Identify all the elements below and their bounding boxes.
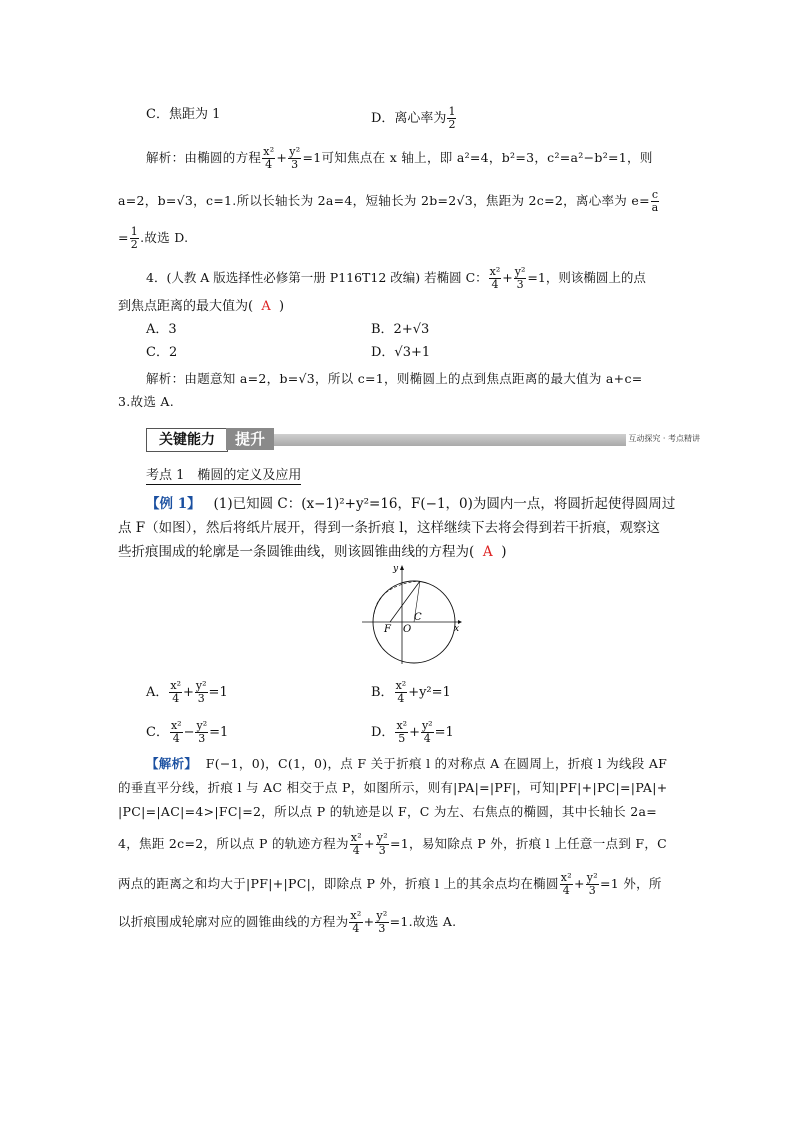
fraction: $\frac{\text{y²}}{3}$ [376, 909, 388, 935]
q4-solution-line-2: 3.故选 A. [118, 394, 175, 409]
banner-tag: 提升 [226, 428, 274, 450]
q4-option-c: C．2 [146, 345, 178, 360]
q4-option-a: A．3 [146, 322, 177, 337]
option-b: B． $\frac{\text{x²}}{4}$ +y²=1 [371, 679, 451, 705]
option-d-text: D．离心率为 [371, 111, 447, 126]
q4-stem-line-1: 4．(人教 A 版选择性必修第一册 P116T12 改编) 若椭圆 C： $\frac{\text{x²}}{4}$ + $\frac{\text{y²}}{3}$ =1，则该椭圆上的点 [146, 265, 646, 291]
label-o: O [403, 624, 412, 635]
fraction: $\frac{\text{y²}}{3}$ [586, 871, 599, 897]
fraction: $\frac{\text{y²}}{3}$ [196, 719, 208, 745]
fraction: $\frac{\text{x²}}{4}$ [170, 719, 182, 745]
answer-mark: A [482, 544, 493, 560]
circle-fold-figure [360, 562, 464, 666]
label-y: y [393, 564, 399, 574]
fraction: $\frac{c}{a}$ [651, 188, 659, 214]
example-line-2: 点 F（如图），然后将纸片展开，得到一条折痕 l，这样继续下去将会得到若干折痕，观察这 [118, 520, 661, 536]
fraction: $\frac{\text{y²}}{3}$ [195, 679, 207, 705]
y-axis-arrow [400, 565, 404, 570]
option-c: C．焦距为 1 [146, 107, 221, 122]
folded-arc [374, 581, 418, 614]
analysis-line-5: 两点的距离之和均大于|PF|+|PC|，即除点 P 外，折痕 l 上的其余点均在椭圆 $\frac{\text{x²}}{4}$ + $\frac{\text{y²}}{3}$ =1 外，所 [118, 871, 662, 897]
label-f: F [384, 624, 391, 635]
fraction: $\frac{\text{x²}}{4}$ [560, 871, 572, 897]
analysis-line-3: |PC|=|AC|=4>|FC|=2，所以点 P 的轨迹是以 F，C 为左、右焦点的椭圆，其中长轴长 2a= [118, 804, 657, 819]
fraction: $\frac{\text{x²}}{4}$ [489, 265, 501, 291]
fraction: $\frac{\text{y²}}{3}$ [289, 145, 301, 171]
fraction: $\frac{\text{x²}}{5}$ [396, 719, 408, 745]
banner-right-text: 互动探究 · 考点精讲 [626, 432, 702, 446]
q3-solution-line-3: = $\frac{1}{2}$ .故选 D. [118, 225, 189, 251]
label-c: C [414, 612, 422, 623]
fraction: $\frac{\text{x²}}{4}$ [263, 145, 275, 171]
section-banner [146, 428, 702, 450]
fraction: $\frac{\text{x²}}{4}$ [170, 679, 182, 705]
option-c2: C． $\frac{\text{x²}}{4}$ − $\frac{\text{y²}}{3}$ =1 [146, 719, 229, 745]
fraction: $\frac{\text{y²}}{4}$ [421, 719, 433, 745]
analysis-line-2: 的垂直平分线，折痕 l 与 AC 相交于点 P，如图所示，则有|PA|=|PF|，可知|PF|+|PC|=|PA|+ [118, 780, 668, 795]
fraction: $\frac{\text{y²}}{3}$ [514, 265, 526, 291]
banner-title: 关键能力 [146, 428, 228, 452]
analysis-line-4: 4，焦距 2c=2，所以点 P 的轨迹方程为 $\frac{\text{x²}}{4}$ + $\frac{\text{y²}}{3}$ =1，易知除点 P 外，折痕 l 上任意一点到 F，C [118, 831, 668, 857]
q3-solution-line-1: 解析：由椭圆的方程 $\frac{\text{x²}}{4}$ + $\frac{\text{y²}}{3}$ =1可知焦点在 x 轴上，即 a²=4，b²=3，c²=a²−b²=1，则 [146, 145, 653, 171]
q4-option-b: B．2+√3 [371, 322, 430, 337]
analysis-line-1: 【解析】 F(−1，0)，C(1，0)，点 F 关于折痕 l 的对称点 A 在圆周上，折痕 l 为线段 AF [146, 756, 668, 771]
option-d [371, 106, 457, 131]
example-line-3: 些折痕围成的轮廓是一条圆锥曲线，则该圆锥曲线的方程为( A ) [118, 544, 507, 560]
example-line-1: 【例 1】 (1)已知圆 C：(x−1)²+y²=16，F(−1，0)为圆内一点，将圆折起使得圆周过 [146, 496, 676, 512]
analysis-label: 【解析】 [146, 756, 198, 771]
fraction: $\frac{\text{y²}}{3}$ [376, 831, 388, 857]
option-d2: D． $\frac{\text{x²}}{5}$ + $\frac{\text{y²}}{4}$ =1 [371, 719, 454, 745]
fraction: $\frac{\text{x²}}{4}$ [350, 909, 362, 935]
fraction: $\frac{\text{x²}}{4}$ [350, 831, 362, 857]
q3-solution-line-2: a=2，b=√3，c=1.所以长轴长为 2a=4，短轴长为 2b=2√3，焦距为 2c=2，离心率为 e= $\frac{c}{a}$ [118, 188, 659, 214]
q4-solution-line-1: 解析：由题意知 a=2，b=√3，所以 c=1，则椭圆上的点到焦点距离的最大值为 a+c= [146, 371, 643, 386]
fraction: $\frac{1}{2}$ [448, 105, 456, 131]
analysis-line-6: 以折痕围成轮廓对应的圆锥曲线的方程为 $\frac{\text{x²}}{4}$ + $\frac{\text{y²}}{3}$ =1.故选 A. [118, 909, 457, 935]
label-x: x [454, 624, 460, 634]
option-a: A． $\frac{\text{x²}}{4}$ + $\frac{\text{y²}}{3}$ =1 [146, 679, 228, 705]
fraction: $\frac{\text{x²}}{4}$ [395, 679, 407, 705]
answer-mark: A [261, 299, 271, 314]
example-label: 【例 1】 [146, 496, 201, 512]
q4-stem-line-2: 到焦点距离的最大值为( A ) [118, 299, 285, 314]
q4-option-d: D．√3+1 [371, 345, 431, 360]
fraction: $\frac{1}{2}$ [130, 225, 139, 251]
kaodian-heading: 考点 1 椭圆的定义及应用 [146, 468, 302, 483]
